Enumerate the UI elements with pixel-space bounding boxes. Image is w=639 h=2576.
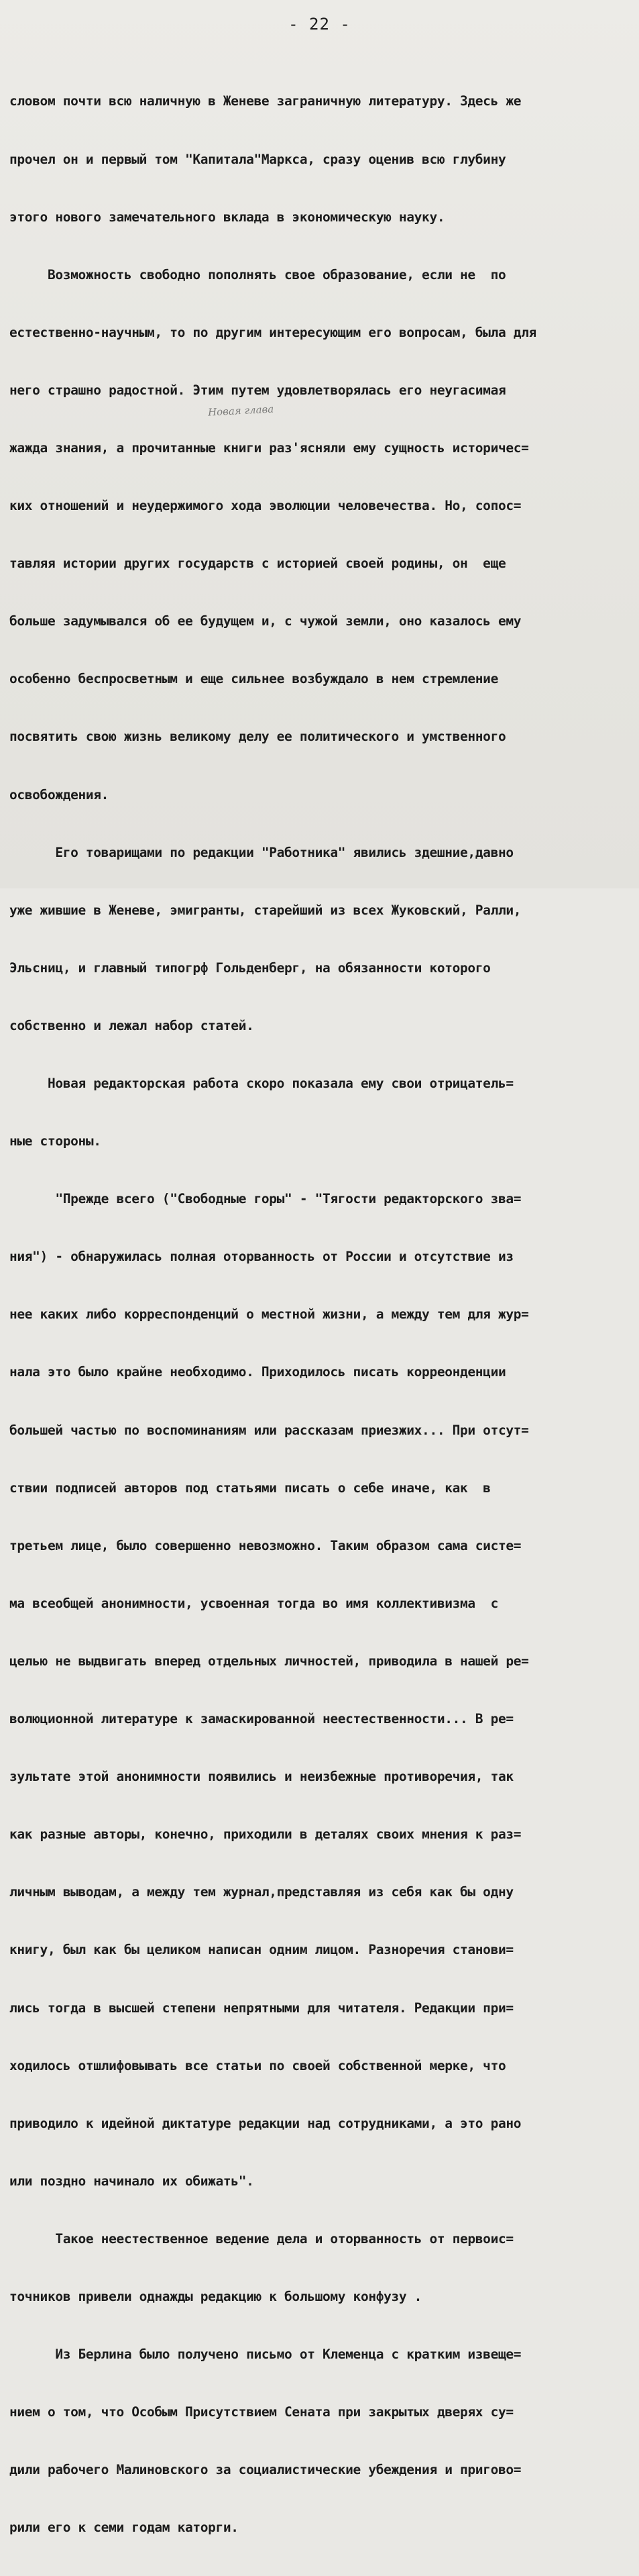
text-line: книгу, был как бы целиком написан одним лицом. Разноречия станови= [9,1942,514,1958]
text-line: "Прежде всего ("Свободные горы" - "Тягости редакторского зва= [9,1191,522,1207]
text-line: приводило к идейной диктатуре редакции над сотрудниками, а это рано [9,2115,522,2131]
text-line: ствии подписей авторов под статьями писать о себе иначе, как в [9,1480,491,1496]
text-line: прочел он и первый том "Капитала"Маркса, сразу оценив всю глубину [9,151,506,167]
text-line: него страшно радостной. Этим путем удовлетворялась его неугасимая [9,382,506,398]
page-number: - 22 - [288,15,351,34]
text-line: особенно беспросветным и еще сильнее возбуждало в нем стремление [9,671,498,687]
text-line: целью не выдвигать вперед отдельных личностей, приводила в нашей ре= [9,1653,529,1669]
text-line: третьем лице, было совершенно невозможно. Таким образом сама систе= [9,1537,522,1553]
text-line: ния") - обнаружилась полная оторванность от России и отсутствие из [9,1249,514,1265]
text-line: зультате этой анонимности появились и неизбежные противоречия, так [9,1769,514,1785]
text-line: ких отношений и неудержимого хода эволюции человечества. Но, сопос= [9,498,522,514]
text-line: рили его к семи годам каторги. [9,2520,239,2536]
text-line: тавляя истории других государств с историей своей родины, он еще [9,556,506,572]
text-line: Его товарищами по редакции "Работника" явились здешние,давно [9,844,514,860]
text-line: или поздно начинало их обижать". [9,2173,254,2189]
text-line: нала это было крайне необходимо. Приходилось писать корреонденции [9,1364,506,1380]
text-line: точников привели однажды редакцию к большому конфузу . [9,2288,422,2304]
text-line: естественно-научным, то по другим интересующим его вопросам, была для [9,324,536,340]
handwritten-note: Новая глава [207,403,274,419]
text-line: нием о том, что Особым Присутствием Сената при закрытых дверях су= [9,2404,514,2420]
text-line: ма всеобщей анонимности, усвоенная тогда во имя коллективизма с [9,1595,498,1611]
text-line: Новая редакторская работа скоро показала ему свои отрицатель= [9,1076,514,1091]
text-line: жажда знания, а прочитанные книги раз'ясняли ему сущность историчес= [9,440,529,456]
text-line: личным выводам, а между тем журнал,представляя из себя как бы одну [9,1884,514,1900]
text-line: Возможность свободно пополнять свое образование, если не по [9,266,506,282]
text-line: собственно и лежал набор статей. [9,1017,254,1033]
text-line: волюционной литературе к замаскированной неестественности... В ре= [9,1711,514,1727]
text-line: как разные авторы, конечно, приходили в деталях своих мнения к раз= [9,1826,522,1843]
text-line: Эльсниц, и главный типогрф Гольденберг, на обязанности которого [9,960,491,976]
text-line: большей частью по воспоминаниям или рассказам приезжих... При отсут= [9,1422,529,1438]
text-line: ходилось отшлифовывать все статьи по своей собственной мерке, что [9,2057,506,2073]
text-line: Такое неестественное ведение дела и оторванность от первоис= [9,2230,514,2247]
text-line: словом почти всю наличную в Женеве заграничную литературу. Здесь же [9,93,522,109]
text-line: освобождения. [9,786,109,803]
text-line: лись тогда в высшей степени непрятными для читателя. Редакции при= [9,2000,514,2016]
text-line: ные стороны. [9,1133,101,1149]
text-line: нее каких либо корреспонденций о местной жизни, а между тем для жур= [9,1306,529,1323]
text-line: больше задумывался об ее будущем и, с чужой земли, оно казалось ему [9,613,522,629]
body-text [9,54,633,2576]
text-line: дили рабочего Малиновского за социалистические убеждения и пригово= [9,2462,522,2478]
text-line: этого нового замечательного вклада в экономическую науку. [9,209,445,225]
text-line: уже жившие в Женеве, эмигранты, старейший из всех Жуковский, Ралли, [9,902,522,918]
text-line: посвятить свою жизнь великому делу ее политического и умственного [9,729,506,745]
text-line: Из Берлина было получено письмо от Клеменца с кратким извеще= [9,2347,522,2363]
